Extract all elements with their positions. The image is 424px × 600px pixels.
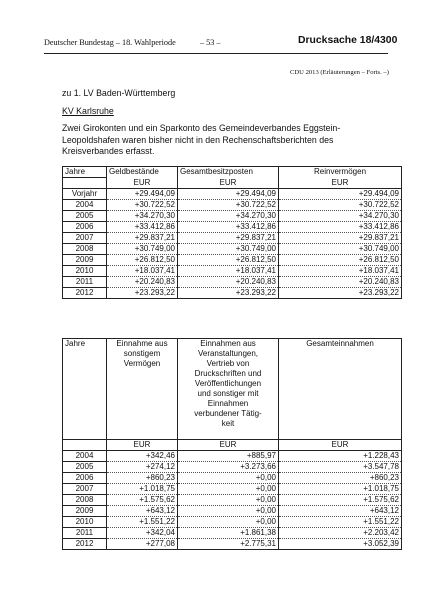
value-cell: +274,12: [107, 462, 178, 473]
table-row: [63, 232, 402, 243]
value-cell: +30.749,00: [107, 243, 178, 254]
year-cell: 2011: [63, 528, 107, 539]
value-cell: +643,12: [107, 506, 178, 517]
value-cell: +860,23: [107, 473, 178, 484]
running-header-left: Deutscher Bundestag – 18. Wahlperiode: [44, 38, 176, 47]
value-cell: +18.037,41: [178, 265, 279, 276]
value-cell: +30.722,52: [178, 199, 279, 210]
column-header: Einnahme aus sonstigem Vermögen: [107, 339, 178, 440]
table-row: [63, 265, 402, 276]
table-row: [63, 243, 402, 254]
table-row: [63, 473, 402, 484]
column-header: Einnahmen aus Veranstaltungen, Vertrieb von Druckschriften und Veröffentlichungen und sonstiger mit Einnahmen verbundener Tätig- keit: [178, 339, 279, 440]
table-row: [63, 188, 402, 199]
value-cell: +30.749,00: [279, 243, 402, 254]
unit-cell: EUR: [279, 178, 402, 189]
value-cell: +1.018,75: [107, 484, 178, 495]
table-header-row: [63, 339, 402, 440]
table-header-row: [63, 167, 402, 178]
value-cell: +20.240,83: [178, 276, 279, 287]
year-cell: 2008: [63, 495, 107, 506]
table-row: [63, 276, 402, 287]
value-cell: +26.812,50: [178, 254, 279, 265]
year-cell: 2006: [63, 473, 107, 484]
value-cell: +1.575,62: [107, 495, 178, 506]
value-cell: +23.293,22: [279, 287, 402, 298]
table-row: [63, 221, 402, 232]
value-cell: +342,46: [107, 451, 178, 462]
column-header: Gesamteinnahmen: [279, 339, 402, 440]
value-cell: +0,00: [178, 473, 279, 484]
value-cell: +18.037,41: [107, 265, 178, 276]
column-header: Jahre: [63, 167, 107, 178]
unit-cell: EUR: [107, 440, 178, 451]
value-cell: +33.412,86: [178, 221, 279, 232]
column-header: Reinvermögen: [279, 167, 402, 178]
unit-cell: [63, 178, 107, 189]
value-cell: +34.270,30: [178, 210, 279, 221]
value-cell: +1.551,22: [279, 517, 402, 528]
value-cell: +1.228,43: [279, 451, 402, 462]
page-number: – 53 –: [200, 38, 221, 47]
year-cell: 2004: [63, 199, 107, 210]
value-cell: +26.812,50: [279, 254, 402, 265]
value-cell: +1.018,75: [279, 484, 402, 495]
table-row: [63, 199, 402, 210]
value-cell: +2.203,42: [279, 528, 402, 539]
value-cell: +29.494,09: [279, 188, 402, 199]
column-header: Jahre: [63, 339, 107, 440]
table-income: [62, 338, 402, 550]
table-row: [63, 495, 402, 506]
value-cell: +3.273,66: [178, 462, 279, 473]
value-cell: +34.270,30: [107, 210, 178, 221]
value-cell: +277,08: [107, 539, 178, 550]
year-cell: 2005: [63, 462, 107, 473]
value-cell: +29.837,21: [107, 232, 178, 243]
value-cell: +29.837,21: [178, 232, 279, 243]
value-cell: +1.575,62: [279, 495, 402, 506]
table-row: [63, 287, 402, 298]
value-cell: +0,00: [178, 484, 279, 495]
year-cell: 2006: [63, 221, 107, 232]
unit-cell: EUR: [107, 178, 178, 189]
value-cell: +643,12: [279, 506, 402, 517]
unit-cell: EUR: [178, 440, 279, 451]
section-title: zu 1. LV Baden-Württemberg: [62, 88, 176, 98]
value-cell: +1.551,22: [107, 517, 178, 528]
value-cell: +29.494,09: [107, 188, 178, 199]
value-cell: +30.749,00: [178, 243, 279, 254]
table-row: [63, 517, 402, 528]
value-cell: +34.270,30: [279, 210, 402, 221]
unit-cell: [63, 440, 107, 451]
value-cell: +20.240,83: [107, 276, 178, 287]
value-cell: +0,00: [178, 517, 279, 528]
table-unit-row: [63, 440, 402, 451]
table-row: [63, 462, 402, 473]
value-cell: +3.547,78: [279, 462, 402, 473]
year-cell: 2009: [63, 254, 107, 265]
value-cell: +29.837,21: [279, 232, 402, 243]
continuation-note: CDU 2013 (Erläuterungen – Forts. –): [290, 69, 389, 76]
body-paragraph: Zwei Girokonten und ein Sparkonto des Gemeindeverbandes Eggstein-Leopoldshafen waren bisher nicht in den Rechenschaftsberichten des Kreisverbandes erfasst.: [62, 123, 341, 156]
year-cell: 2009: [63, 506, 107, 517]
table-row: [63, 210, 402, 221]
year-cell: 2007: [63, 484, 107, 495]
table-row: [63, 539, 402, 550]
unit-cell: EUR: [178, 178, 279, 189]
table-assets: [62, 166, 402, 299]
table-unit-row: [63, 178, 402, 189]
value-cell: +0,00: [178, 506, 279, 517]
value-cell: +29.494,09: [178, 188, 279, 199]
table-row: [63, 451, 402, 462]
value-cell: +0,00: [178, 495, 279, 506]
value-cell: +3.052,39: [279, 539, 402, 550]
value-cell: +342,04: [107, 528, 178, 539]
unit-cell: EUR: [279, 440, 402, 451]
value-cell: +30.722,52: [279, 199, 402, 210]
subsection-title: KV Karlsruhe: [62, 106, 114, 116]
drucksache-value: 4300: [374, 35, 398, 46]
value-cell: +26.812,50: [107, 254, 178, 265]
value-cell: +33.412,86: [279, 221, 402, 232]
value-cell: +33.412,86: [107, 221, 178, 232]
column-header: Geldbestände: [107, 167, 178, 178]
value-cell: +1.861,38: [178, 528, 279, 539]
value-cell: +20.240,83: [279, 276, 402, 287]
year-cell: 2010: [63, 265, 107, 276]
year-cell: 2008: [63, 243, 107, 254]
year-cell: 2004: [63, 451, 107, 462]
year-cell: 2011: [63, 276, 107, 287]
value-cell: +885,97: [178, 451, 279, 462]
header-rule: [44, 53, 388, 54]
year-cell: 2012: [63, 287, 107, 298]
value-cell: +23.293,22: [178, 287, 279, 298]
value-cell: +30.722,52: [107, 199, 178, 210]
year-cell: 2007: [63, 232, 107, 243]
drucksache-label: Drucksache 18/: [298, 35, 375, 46]
table-row: [63, 254, 402, 265]
table-row: [63, 528, 402, 539]
column-header: Gesamtbesitzposten: [178, 167, 279, 178]
year-cell: 2010: [63, 517, 107, 528]
table-row: [63, 484, 402, 495]
year-cell: 2005: [63, 210, 107, 221]
value-cell: +2.775,31: [178, 539, 279, 550]
drucksache-number: [298, 35, 397, 46]
value-cell: +23.293,22: [107, 287, 178, 298]
table-row: [63, 506, 402, 517]
year-cell: 2012: [63, 539, 107, 550]
value-cell: +18.037,41: [279, 265, 402, 276]
year-cell: Vorjahr: [63, 188, 107, 199]
value-cell: +860,23: [279, 473, 402, 484]
